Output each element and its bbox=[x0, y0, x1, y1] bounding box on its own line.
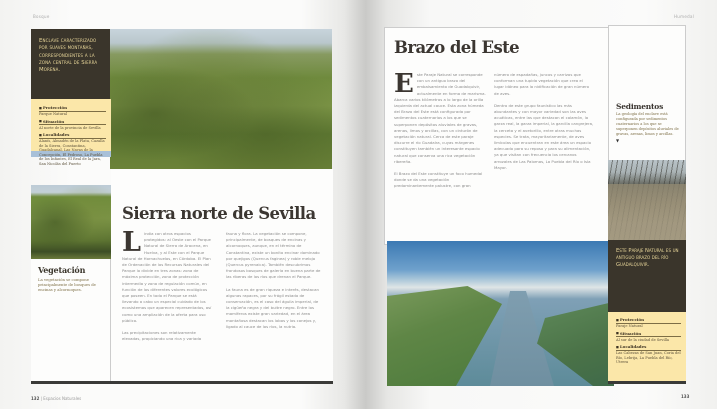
info-item-situacion: ■ Situación Al sur de la ciudad de Sevilla bbox=[616, 331, 681, 343]
article-title-sierra: Sierra norte de Sevilla bbox=[122, 204, 316, 223]
article-column-4: número de espadañas, juncos y carrizos que conforman una tupida vegetación que crea el lugar idóneo para la nidificación de gran número de aves. Dentro de este grupo faunístico las más abundantes y con mayor variedad son las aves acuáticas, entre las que destacan el calamón, la garza real, la garza imperial, la garcilla cangrejera, la cerceta y el avetorillo, entre otras muchas especies. Se trata, mayoritariamente, de aves limícolas que encuentran en este área un espacio adecuado para su reposo y para su alimentación, ya que visitan con frecuencia los cercanos arrozales de Las Palomas, La Puebla del Río o Isla Mayor. bbox=[494, 72, 594, 170]
photo-river-aerial bbox=[387, 241, 614, 386]
square-bullet-icon: ■ bbox=[616, 344, 619, 349]
info-item-localidades: ■ Localidades Alanís, Almadén de la Plata, Cazalla de la Sierra, Constantina, Guadalcanal, Las Navas de la Concepción, El Pedroso, La Puebla de los Infantes, El Real de la Jara, San Nicolás del Puerto bbox=[39, 132, 105, 166]
square-bullet-icon: ■ bbox=[616, 317, 619, 322]
dropcap: E bbox=[394, 69, 414, 99]
square-bullet-icon: ■ bbox=[39, 105, 42, 110]
sediments-sidebar bbox=[614, 102, 686, 162]
photo-sierra-hills bbox=[110, 29, 332, 169]
photo-vegetation bbox=[31, 185, 111, 259]
vegetation-sidebar bbox=[31, 259, 111, 382]
vegetation-text: La vegetación se compone principalmente de bosques de encinas y alcornoques. bbox=[38, 277, 96, 292]
intro-caption-box bbox=[31, 29, 111, 99]
info-box-brazo bbox=[608, 312, 686, 382]
article-column-1: Lindia con otros espacios protegidos: al Oeste con el Parque Natural de Sierra de Aracena, en Huelva, y al Este con el Parque Natural de Hornachuelos, en Córdoba. El Plan de Ordenación de los Recursos Naturales del Parque lo divide en tres zonas: zona de máxima protección, zona de protección intermedia y zona de regulación común, en función de los diferentes valores ecológicos que poseen. En todo el Parque se está llevando a cabo un especial cuidado de los ecosistemas que aparecen representados, así como una ampliación de la oferta para uso público. Las precipitaciones son relativamente elevadas, propiciando una rica y variada bbox=[122, 227, 212, 342]
photo-caption-box bbox=[608, 240, 686, 312]
intro-caption: Enclave caracterizado por suaves montañas, correspondientes a la zona central de Sierra Morena. bbox=[39, 38, 98, 74]
square-bullet-icon: ■ bbox=[616, 331, 619, 335]
sediments-title: Sedimentos bbox=[616, 102, 664, 111]
vegetation-title: Vegetación bbox=[38, 265, 86, 275]
sediments-text: La geología del enclave está configurada por sedimentos cuaternarios a los que se superponen depósitos aluviales de gravas, arenas, limos y arcillas. bbox=[616, 112, 679, 136]
bottom-rule-left bbox=[31, 381, 333, 384]
section-name: Espacios Naturales bbox=[43, 396, 82, 401]
info-box-sierra bbox=[31, 99, 111, 166]
photo-caption: Este Paraje Natural es un antiguo brazo del río Guadalquivir. bbox=[616, 248, 679, 268]
info-item-localidades: ■ Localidades Las Cabezas de San Juan, Coria del Río, Lebrija, La Puebla del Río, Utrera bbox=[616, 344, 681, 364]
square-bullet-icon: ■ bbox=[39, 132, 42, 137]
folio-left: 132 | Espacios Naturales bbox=[31, 396, 82, 401]
article-column-2: fauna y flora. La vegetación se compone, principalmente, de bosques de encinas y alcornoques, aunque, en el término de Constantina, existe un bonito encinar dominado por quejigos (Quercus faginea) y roble melojo (Quercus pyrenaica). También descubrimos frondosos bosques de galería en buena parte de las riberas de los ríos que drenan el Parque. La fauna es de gran riqueza e interés, destacan algunas rapaces, por su frágil estado de conservación, es el caso del águila imperial, de la cigüeña negra y del buitre negro. Entre los mamíferos existe gran variedad, en el área montañosa destacan los lobos y los conejos y, ligado al cauce de los ríos, la nutria. bbox=[226, 231, 321, 329]
page-number-right: 133 bbox=[681, 394, 690, 399]
square-bullet-icon: ■ bbox=[39, 119, 42, 123]
arrow-down-icon: ▼ bbox=[616, 138, 620, 143]
info-item-situacion: ■ Situación Al norte de la provincia de Sevilla bbox=[39, 119, 106, 131]
article-title-brazo: Brazo del Este bbox=[394, 38, 520, 57]
bottom-rule-right bbox=[608, 381, 686, 384]
dropcap: L bbox=[122, 227, 141, 258]
running-head-left: Bosque bbox=[33, 14, 50, 19]
info-item-proteccion: ■ Protección Paraje Natural bbox=[616, 317, 681, 329]
article-column-3: Este Paraje Natural se corresponde con un antiguo brazo del embalsamiento de Guadalquivir, actualmente en forma de marisma. Abarca varios kilómetros a lo largo de la orilla izquierda del actual cauce. Esta zona húmeda del Brazo del Este está configurada por sedimentos cuaternarios a los que se superponen depósitos aluviales de gravas, arenas, limos y arcillas, con un cinturón de vegetación natural. Cerca de este paraje discurre el río Guadaíra, cuyas márgenes constituyen también un interesante espacio natural que conserva una rica vegetación ribereña. El Brazo del Este constituye un foco humedal donde se da una vegetación predominantemente palustre, con gran bbox=[394, 69, 486, 189]
photo-fence-marsh bbox=[608, 160, 686, 240]
page-number-left: 132 bbox=[31, 396, 40, 401]
running-head-right: Humedal bbox=[674, 14, 695, 19]
info-item-proteccion: ■ Protección Parque Natural bbox=[39, 105, 106, 117]
